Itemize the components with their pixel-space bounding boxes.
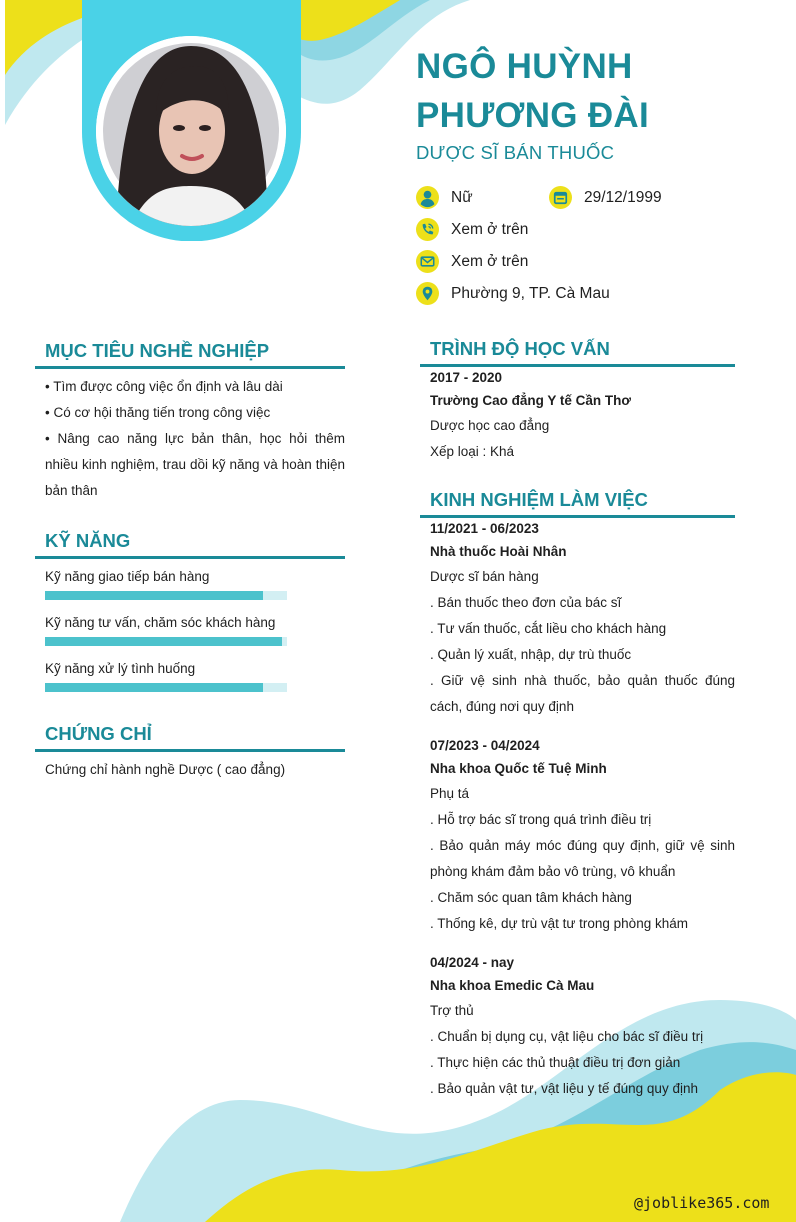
email-value: Xem ở trên	[451, 252, 529, 270]
job-1-role: Dược sĩ bán hàng	[430, 569, 539, 584]
job-3-period: 04/2024 - nay	[430, 955, 515, 970]
address-value: Phường 9, TP. Cà Mau	[451, 284, 610, 302]
skill-label-3: Kỹ năng xử lý tình huống	[45, 661, 196, 676]
skill-label-1: Kỹ năng giao tiếp bán hàng	[45, 569, 210, 584]
job-3-task-1: . Chuẩn bị dụng cụ, vật liệu cho bác sĩ điều trị	[430, 1029, 704, 1044]
education-major: Dược học cao đẳng	[430, 418, 550, 433]
education-school: Trường Cao đẳng Y tế Cần Thơ	[430, 393, 631, 408]
person-icon	[416, 186, 439, 209]
job-3-company: Nha khoa Emedic Cà Mau	[430, 978, 595, 993]
location-pin-icon	[416, 282, 439, 305]
skill-bar-2	[45, 637, 287, 646]
job-1-company: Nhà thuốc Hoài Nhân	[430, 544, 567, 559]
candidate-name	[416, 42, 776, 140]
skill-label-2: Kỹ năng tư vấn, chăm sóc khách hàng	[45, 615, 276, 630]
education-period: 2017 - 2020	[430, 370, 503, 385]
education-grade: Xếp loại : Khá	[430, 444, 515, 459]
section-objective-title: MỤC TIÊU NGHỀ NGHIỆP	[35, 340, 345, 369]
job-2-task-3: . Chăm sóc quan tâm khách hàng	[430, 890, 632, 905]
skill-bar-2-fill	[45, 637, 282, 646]
info-gender	[416, 186, 473, 209]
job-2-task-2: . Bảo quản máy móc đúng quy định, giữ vệ sinh phòng khám đảm bảo vô trùng, vô khuẩn	[430, 838, 735, 879]
calendar-icon	[549, 186, 572, 209]
job-3-task-3: . Bảo quản vật tư, vật liệu y tế đúng quy định	[430, 1081, 698, 1096]
info-email	[416, 250, 528, 273]
objective-item-2: • Có cơ hội thăng tiến trong công việc	[45, 405, 271, 420]
section-experience-title: KINH NGHIỆM LÀM VIỆC	[420, 489, 735, 518]
avatar	[96, 36, 286, 226]
certificate-item-1: Chứng chỉ hành nghề Dược ( cao đẳng)	[45, 762, 286, 777]
info-birthday	[549, 186, 662, 209]
objective-item-1: • Tìm được công việc ổn định và lâu dài	[45, 379, 283, 394]
job-1-period: 11/2021 - 06/2023	[430, 521, 539, 536]
section-skills-title: KỸ NĂNG	[35, 530, 345, 559]
job-1-task-2: . Tư vấn thuốc, cắt liều cho khách hàng	[430, 621, 667, 636]
job-2-company: Nha khoa Quốc tế Tuệ Minh	[430, 761, 607, 776]
portrait-photo	[96, 36, 286, 226]
job-1-task-3: . Quản lý xuất, nhập, dự trù thuốc	[430, 647, 632, 662]
skill-bar-1	[45, 591, 287, 600]
job-3-task-2: . Thực hiện các thủ thuật điều trị đơn giản	[430, 1055, 681, 1070]
name-line-2: PHƯƠNG ĐÀI	[416, 96, 650, 135]
watermark-link[interactable]: @joblike365.com	[634, 1194, 770, 1212]
name-line-1: NGÔ HUỲNH	[416, 47, 633, 86]
phone-icon	[416, 218, 439, 241]
section-education-title: TRÌNH ĐỘ HỌC VẤN	[420, 338, 735, 367]
gender-value: Nữ	[451, 188, 473, 206]
section-certificates-title: CHỨNG CHỈ	[35, 723, 345, 752]
skill-bar-1-fill	[45, 591, 263, 600]
job-2-task-1: . Hỗ trợ bác sĩ trong quá trình điều trị	[430, 812, 652, 827]
job-title: DƯỢC SĨ BÁN THUỐC	[416, 142, 615, 163]
job-1-task-4: . Giữ vệ sinh nhà thuốc, bảo quản thuốc đúng cách, đúng nơi quy định	[430, 673, 735, 714]
job-3-role: Trợ thủ	[430, 1003, 474, 1018]
skill-bar-3	[45, 683, 287, 692]
phone-value: Xem ở trên	[451, 220, 529, 238]
job-2-period: 07/2023 - 04/2024	[430, 738, 540, 753]
info-address	[416, 282, 610, 305]
job-2-role: Phụ tá	[430, 786, 470, 801]
job-1-task-1: . Bán thuốc theo đơn của bác sĩ	[430, 595, 622, 610]
job-2-task-4: . Thống kê, dự trù vật tư trong phòng khám	[430, 916, 688, 931]
objective-item-3: • Nâng cao năng lực bản thân, học hỏi thêm nhiều kinh nghiệm, trau dồi kỹ năng và hoàn thiện bản thân	[45, 431, 345, 498]
mail-icon	[416, 250, 439, 273]
skill-bar-3-fill	[45, 683, 263, 692]
birthday-value: 29/12/1999	[584, 188, 662, 206]
info-phone	[416, 218, 528, 241]
